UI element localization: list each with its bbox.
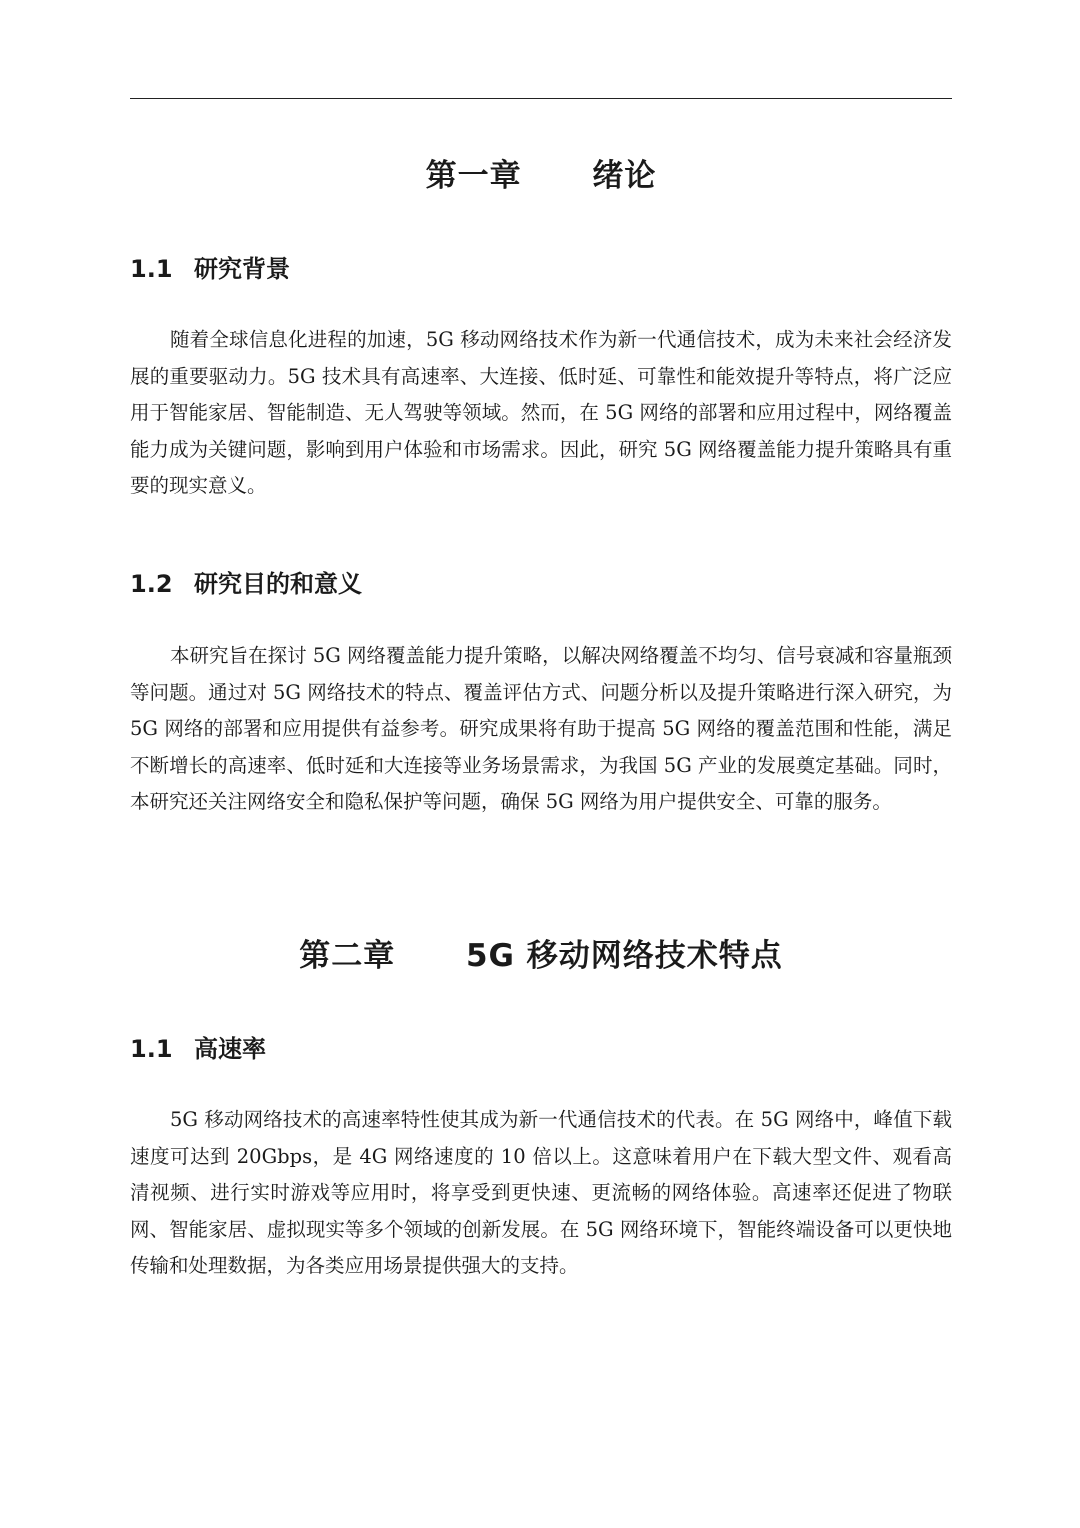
- header-rule: [130, 98, 952, 99]
- section-1-1-paragraph: 随着全球信息化进程的加速，5G 移动网络技术作为新一代通信技术，成为未来社会经济发展的重要驱动力。5G 技术具有高速率、大连接、低时延、可靠性和能效提升等特点，将广泛应用于智能家居、智能制造、无人驾驶等领域。然而，在 5G 网络的部署和应用过程中，网络覆盖能力成为关键问题，影响到用户体验和市场需求。因此，研究 5G 网络覆盖能力提升策略具有重要的现实意义。: [130, 328, 952, 497]
- section-number: 1.2: [130, 570, 173, 598]
- section-1-2-paragraph: 本研究旨在探讨 5G 网络覆盖能力提升策略，以解决网络覆盖不均匀、信号衰减和容量瓶颈等问题。通过对 5G 网络技术的特点、覆盖评估方式、问题分析以及提升策略进行深入研究，为 5G 网络的部署和应用提供有益参考。研究成果将有助于提高 5G 网络的覆盖范围和性能，满足不断增长的高速率、低时延和大连接等业务场景需求，为我国 5G 产业的发展奠定基础。同时，本研究还关注网络安全和隐私保护等问题，确保 5G 网络为用户提供安全、可靠的服务。: [130, 644, 952, 813]
- section-2-1-heading: [130, 1033, 266, 1065]
- section-1-1-heading: [130, 253, 290, 285]
- section-title: 高速率: [194, 1035, 266, 1063]
- section-number: 1.1: [130, 255, 173, 283]
- chapter-2-title: 第二章 5G 移动网络技术特点: [299, 938, 783, 974]
- section-1-2-heading: [130, 568, 362, 600]
- section-title: 研究目的和意义: [194, 570, 362, 598]
- section-title: 研究背景: [194, 255, 290, 283]
- section-2-1-paragraph: 5G 移动网络技术的高速率特性使其成为新一代通信技术的代表。在 5G 网络中，峰值下载速度可达到 20Gbps，是 4G 网络速度的 10 倍以上。这意味着用户在下载大型文件、观看高清视频、进行实时游戏等应用时，将享受到更快速、更流畅的网络体验。高速率还促进了物联网、智能家居、虚拟现实等多个领域的创新发展。在 5G 网络环境下，智能终端设备可以更快地传输和处理数据，为各类应用场景提供强大的支持。: [130, 1108, 952, 1277]
- section-number: 1.1: [130, 1035, 173, 1063]
- chapter-1-title: 第一章 绪论: [425, 158, 657, 194]
